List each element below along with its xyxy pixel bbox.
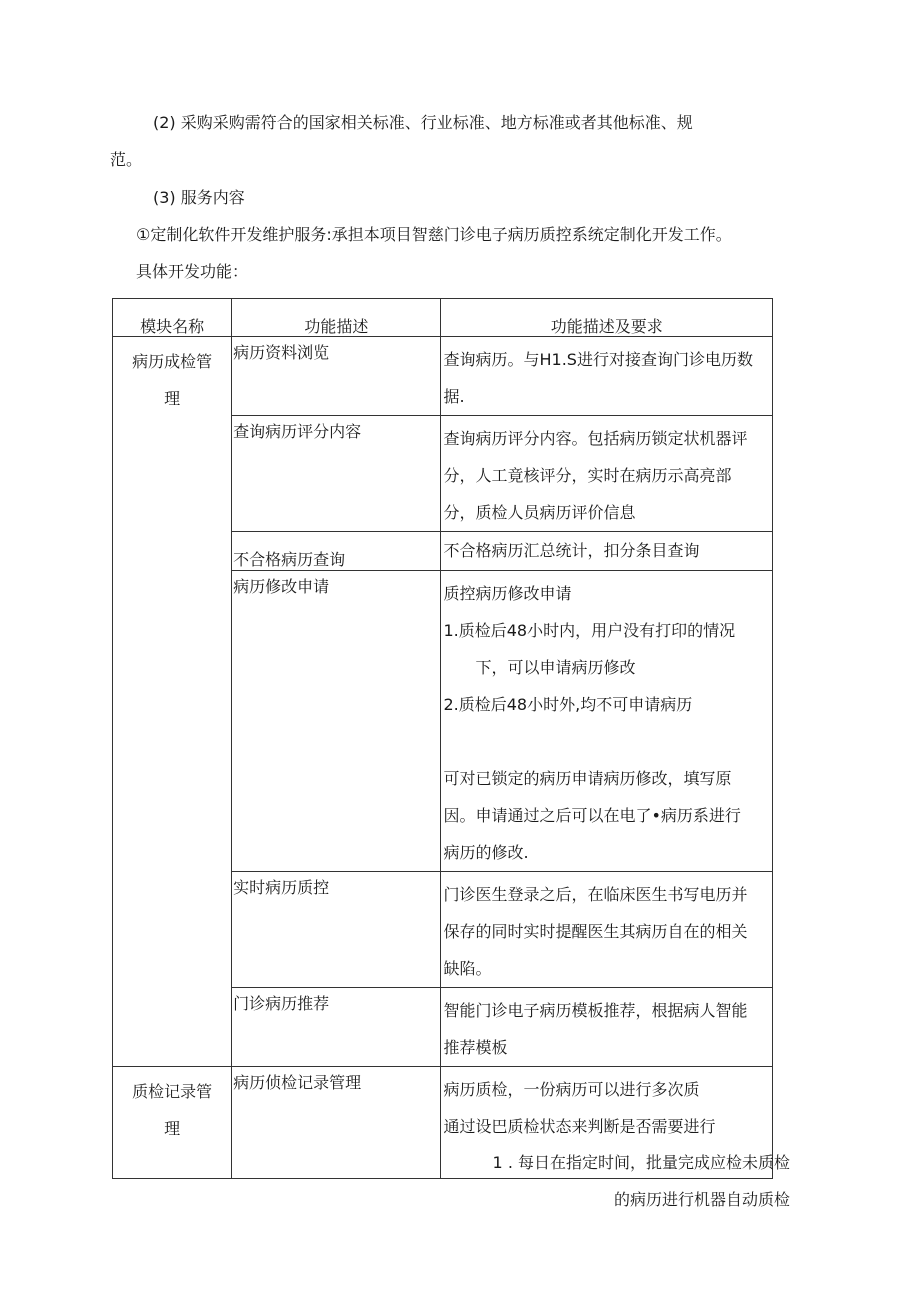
desc-template-recommend: 智能门诊电子病历模板推荐，根据病人智能 推荐模板: [443, 1001, 748, 1057]
desc-qc-record-manage: 病历质检，一份病历可以进行多次质 通过设巴质检状态来判断是否需要进行: [443, 1080, 716, 1136]
fn-score-query: 查询病历评分内容: [233, 422, 362, 441]
fn-unqualified-query: 不合格病历查询: [233, 550, 346, 569]
module-qc-record: 质检记录管 理: [132, 1082, 213, 1138]
standards-paragraph: (2) 采购采购需符合的国家相关标准、行业标准、地方标准或者其他标准、规: [153, 113, 693, 132]
desc-unqualified-query: 不合格病历汇总统计，扣分条目查询: [443, 541, 700, 560]
header-requirements: 功能描述及要求: [550, 317, 663, 336]
table-row: [113, 337, 773, 416]
trailing-text-line1: 1 . 每日在指定时间，批量完成应检未质检: [492, 1153, 790, 1172]
desc-record-browse: 查询病历。与H1.S进行对接查询门诊电历数 据.: [443, 350, 753, 406]
module-record-check: 病历成检管 理: [132, 352, 213, 408]
fn-record-browse: 病历资料浏览: [233, 343, 330, 362]
fn-qc-record-manage: 病历侦检记录管理: [233, 1073, 362, 1092]
desc-modify-request: 质控病历修改申请 1.质检后48小时内，用户没有打印的情况 下，可以申请病历修改 2.质检后48小时外,均不可申请病历 可对已锁定的病历申请病历修改，填写原 因。申请通过之后可以在电了•病历系进行 病历的修改.: [443, 584, 741, 862]
function-table: [112, 298, 773, 1179]
desc-score-query: 查询病历评分内容。包括病历锁定状机器评 分，人工竟核评分，实时在病历示高亮部 分，质检人员病历评价信息: [443, 429, 748, 522]
dev-functions-label: 具体开发功能：: [136, 262, 249, 281]
desc-realtime-qc: 门诊医生登录之后，在临床医生书写电历并 保存的同时实时提醒医生其病历自在的相关 缺陷。: [443, 885, 748, 978]
fn-modify-request: 病历修改申请: [233, 577, 330, 596]
service-content-heading: (3) 服务内容: [153, 188, 245, 207]
standards-paragraph-cont: 范。: [110, 150, 143, 169]
custom-dev-paragraph: ①定制化软件开发维护服务:承担本项目智慈门诊电子病历质控系统定制化开发工作。: [136, 225, 732, 244]
trailing-text-line2: 的病历进行机器自动质检: [613, 1190, 790, 1209]
fn-realtime-qc: 实时病历质控: [233, 878, 330, 897]
header-function: 功能描述: [304, 317, 369, 336]
table-header-row: [113, 299, 773, 337]
fn-template-recommend: 门诊病历推荐: [233, 994, 330, 1013]
header-module-name: 模块名称: [140, 317, 205, 336]
